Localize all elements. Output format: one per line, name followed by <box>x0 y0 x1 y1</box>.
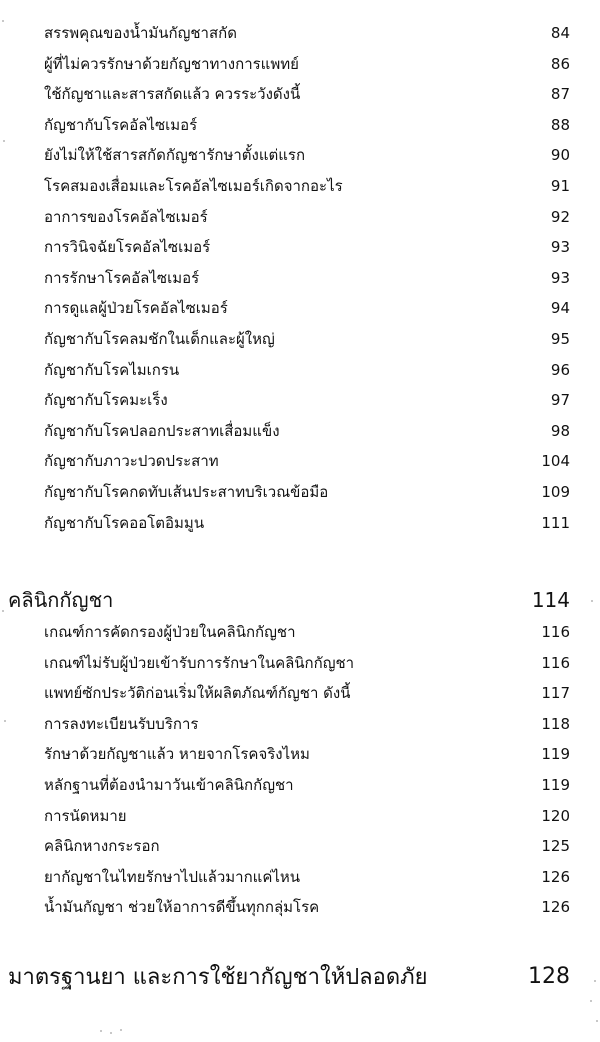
chapter-heading-clinic[interactable] <box>8 582 570 618</box>
toc-entry-title: หลักฐานที่ต้องนำมาวันเข้าคลินิกกัญชา <box>44 776 294 794</box>
toc-entry-page-number: 91 <box>550 177 570 195</box>
toc-entry[interactable] <box>44 415 570 447</box>
toc-entry[interactable] <box>44 708 570 740</box>
toc-entry[interactable] <box>44 48 570 80</box>
toc-entry[interactable] <box>44 800 570 832</box>
scan-speckle <box>100 1030 102 1032</box>
toc-entry[interactable] <box>44 78 570 110</box>
toc-entry-page-number: 119 <box>541 776 570 794</box>
scan-speckle <box>2 20 4 22</box>
toc-entry[interactable] <box>44 231 570 263</box>
toc-entry[interactable] <box>44 616 570 648</box>
toc-entry-title: แพทย์ซักประวัติก่อนเริ่มให้ผลิตภัณฑ์กัญชา ดังนี้ <box>44 684 351 703</box>
toc-entry-page-number: 96 <box>550 360 570 379</box>
toc-entry-title: ผู้ที่ไม่ควรรักษาด้วยกัญชาทางการแพทย์ <box>44 54 299 73</box>
toc-entry[interactable] <box>44 891 570 923</box>
toc-entry[interactable] <box>44 201 570 233</box>
toc-entry[interactable] <box>44 354 570 386</box>
chapter-title: มาตรฐานยา และการใช้ยากัญชาให้ปลอดภัย <box>8 964 428 990</box>
toc-entry-title: อาการของโรคอัลไซเมอร์ <box>44 207 208 226</box>
toc-entry-page-number: 119 <box>541 745 570 764</box>
toc-entry-page-number: 126 <box>541 867 570 886</box>
toc-entry[interactable] <box>44 769 570 801</box>
toc-entry[interactable] <box>44 170 570 202</box>
scan-speckle <box>594 980 596 982</box>
toc-entry-title: การวินิจฉัยโรคอัลไซเมอร์ <box>44 238 211 257</box>
toc-entry[interactable] <box>44 861 570 893</box>
toc-entry-page-number: 98 <box>550 421 570 440</box>
toc-entry-title: กัญชากับโรคมะเร็ง <box>44 391 168 410</box>
scan-speckle <box>110 1032 112 1034</box>
toc-entry-page-number: 84 <box>550 24 570 42</box>
toc-entry-page-number: 120 <box>541 806 570 825</box>
toc-entry-page-number: 116 <box>541 653 570 672</box>
toc-entry[interactable] <box>44 647 570 679</box>
toc-entry-title: โรคสมองเสื่อมและโรคอัลไซเมอร์เกิดจากอะไร <box>44 177 343 195</box>
toc-entry-title: กัญชากับโรคออโตอิมมูน <box>44 513 205 532</box>
toc-entry-title: การนัดหมาย <box>44 806 127 825</box>
toc-entry-title: สรรพคุณของน้ำมันกัญชาสกัด <box>44 24 237 42</box>
toc-entry-page-number: 92 <box>550 207 570 226</box>
toc-entry-title: กัญชากับโรคลมชักในเด็กและผู้ใหญ่ <box>44 330 275 348</box>
toc-entry[interactable] <box>44 445 570 477</box>
toc-entry-page-number: 104 <box>541 452 570 471</box>
toc-entry-title: กัญชากับโรคไมเกรน <box>44 360 180 379</box>
scan-speckle <box>596 1020 598 1022</box>
toc-entry-page-number: 88 <box>550 115 570 134</box>
toc-entry-title: กัญชากับภาวะปวดประสาท <box>44 452 219 471</box>
toc-entry[interactable] <box>44 323 570 355</box>
toc-entry-title: การลงทะเบียนรับบริการ <box>44 714 199 733</box>
toc-entry-title: ใช้กัญชาและสารสกัดแล้ว ควรระวังดังนี้ <box>44 85 301 104</box>
scan-speckle <box>590 1000 592 1002</box>
toc-entry-title: กัญชากับโรคปลอกประสาทเสื่อมแข็ง <box>44 421 280 440</box>
toc-entry-page-number: 86 <box>550 54 570 73</box>
toc-entry-title: การรักษาโรคอัลไซเมอร์ <box>44 268 200 287</box>
toc-entry-title: การดูแลผู้ป่วยโรคอัลไซเมอร์ <box>44 299 228 318</box>
toc-entry[interactable] <box>44 738 570 770</box>
toc-entry[interactable] <box>44 292 570 324</box>
toc-entry-page-number: 109 <box>541 483 570 501</box>
toc-entry-page-number: 95 <box>550 330 570 348</box>
toc-entry-title: ยังไม่ให้ใช้สารสกัดกัญชารักษาตั้งแต่แรก <box>44 146 306 165</box>
chapter-heading-standards[interactable] <box>8 958 570 994</box>
toc-entry-page-number: 93 <box>550 238 570 257</box>
toc-entry-page-number: 125 <box>541 837 570 856</box>
toc-entry-title: ยากัญชาในไทยรักษาไปแล้วมากแค่ไหน <box>44 867 301 886</box>
toc-entry[interactable] <box>44 677 570 709</box>
toc-entry-page-number: 116 <box>541 623 570 641</box>
toc-entry-page-number: 90 <box>550 146 570 165</box>
toc-entry-title: เกณฑ์การคัดกรองผู้ป่วยในคลินิกกัญชา <box>44 623 296 641</box>
scan-speckle <box>2 610 4 612</box>
toc-entry-page-number: 97 <box>550 391 570 410</box>
toc-entry-title: กัญชากับโรคอัลไซเมอร์ <box>44 115 198 134</box>
chapter-page-number: 114 <box>531 588 570 612</box>
scan-speckle <box>4 720 6 722</box>
scan-speckle <box>3 140 5 142</box>
toc-entry[interactable] <box>44 476 570 508</box>
toc-entry[interactable] <box>44 384 570 416</box>
toc-entry-title: รักษาด้วยกัญชาแล้ว หายจากโรคจริงไหม <box>44 745 310 764</box>
toc-entry[interactable] <box>44 17 570 49</box>
toc-entry-page-number: 93 <box>550 268 570 287</box>
chapter-page-number: 128 <box>528 963 570 989</box>
toc-entry-page-number: 94 <box>550 299 570 318</box>
toc-entry[interactable] <box>44 109 570 141</box>
scan-speckle <box>591 600 593 602</box>
scan-speckle <box>120 1029 122 1031</box>
toc-entry-page-number: 111 <box>541 513 570 532</box>
toc-entry-title: เกณฑ์ไม่รับผู้ป่วยเข้ารับการรักษาในคลินิกกัญชา <box>44 653 355 672</box>
toc-entry-page-number: 87 <box>550 85 570 104</box>
toc-entry-page-number: 118 <box>541 714 570 733</box>
toc-entry-title: น้ำมันกัญชา ช่วยให้อาการดีขึ้นทุกกลุ่มโรค <box>44 898 320 917</box>
toc-entry[interactable] <box>44 507 570 539</box>
chapter-title: คลินิกกัญชา <box>8 588 114 612</box>
toc-entry-page-number: 117 <box>541 684 570 703</box>
toc-entry[interactable] <box>44 139 570 171</box>
toc-entry[interactable] <box>44 262 570 294</box>
toc-entry-page-number: 126 <box>541 898 570 917</box>
toc-entry-title: คลินิกหางกระรอก <box>44 837 160 856</box>
toc-entry-title: กัญชากับโรคกดทับเส้นประสาทบริเวณข้อมือ <box>44 483 329 501</box>
toc-entry[interactable] <box>44 830 570 862</box>
